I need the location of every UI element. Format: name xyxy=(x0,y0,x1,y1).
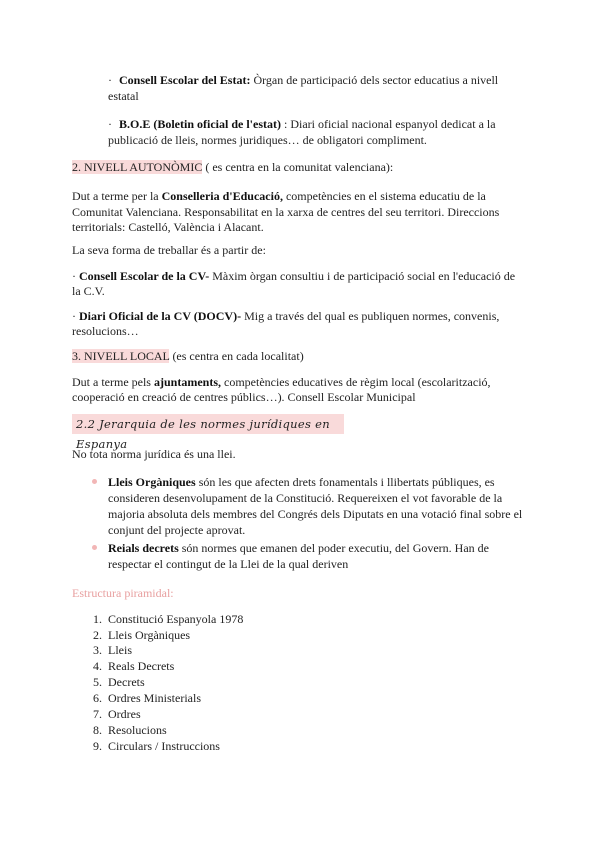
bold-text: Diari Oficial de la CV (DOCV)- xyxy=(79,309,242,323)
heading-highlight: 2. NIVELL AUTONÒMIC xyxy=(72,160,203,174)
heading-rest: (es centra en cada localitat) xyxy=(169,349,304,363)
section-title: 2.2 Jerarquia de les normes jurídiques en Espanya xyxy=(72,414,344,434)
text: són normes que emanen del poder executiu, del Govern. Han de xyxy=(178,541,489,555)
list-item: Ordres Ministerials xyxy=(108,691,201,705)
text: Dut a terme per la xyxy=(72,189,162,203)
text-line: cooperació en creació de centres públics…). Consell Escolar Municipal xyxy=(72,390,416,404)
text-line: majoria absoluta dels membres del Congrés dels Diputats en una votació final sobre el xyxy=(108,507,523,521)
text: Màxim òrgan consultiu i de participació social en l'educació de xyxy=(209,269,516,283)
local-heading xyxy=(72,348,304,364)
text: competències educatives de règim local (escolarització, xyxy=(221,375,491,389)
bullet-dot: · xyxy=(108,73,112,87)
bold-text: Reials decrets xyxy=(108,541,179,555)
text: Dut a terme pels xyxy=(72,375,154,389)
text: competències en el sistema educatiu de la xyxy=(282,189,486,203)
text-line: consideren desenvolupament de la Constitució. Requereixen el vot favorable de la xyxy=(108,491,503,505)
text-line: respectar el contingut de la Llei de la qual deriven xyxy=(108,557,349,571)
heading-highlight: 3. NIVELL LOCAL xyxy=(72,349,170,363)
autonomic-item-1 xyxy=(72,268,515,284)
autonomic-heading xyxy=(72,159,393,175)
item-text-cont: estatal xyxy=(108,89,139,103)
autonomic-item-2 xyxy=(72,308,499,324)
list-item: Constitució Espanyola 1978 xyxy=(108,612,244,626)
local-p xyxy=(72,374,491,390)
item-label: B.O.E (Boletin oficial de l'estat) xyxy=(119,117,281,131)
text-line: territorials: Castelló, València i Alacant. xyxy=(72,220,264,234)
pyramid-label: Estructura piramidal: xyxy=(72,586,174,600)
text: Mig a través del qual es publiquen normes, convenis, xyxy=(241,309,500,323)
list-number: 3. xyxy=(93,643,102,657)
paragraph: La seva forma de treballar és a partir de: xyxy=(72,243,266,257)
estat-item-2 xyxy=(108,116,496,132)
text-line: conjunt del projecte aprovat. xyxy=(108,523,246,537)
list-number: 9. xyxy=(93,739,102,753)
list-number: 1. xyxy=(93,612,102,626)
item-text-cont: publicació de lleis, normes juridiques… de obligatori compliment. xyxy=(108,133,427,147)
text-line: la C.V. xyxy=(72,284,105,298)
item-label: Consell Escolar del Estat: xyxy=(119,73,251,87)
text-line: Comunitat Valenciana. Responsabilitat en la xarxa de centres del seu territori. Direccions xyxy=(72,205,500,219)
autonomic-p1 xyxy=(72,188,486,204)
bullet-dot: · xyxy=(108,117,112,131)
list-number: 2. xyxy=(93,628,102,642)
list-item: Circulars / Instruccions xyxy=(108,739,220,753)
bullet-dot: · xyxy=(72,309,79,323)
bullet-item-2 xyxy=(108,540,489,556)
text: són les que afecten drets fonamentals i llibertats públiques, es xyxy=(195,475,495,489)
bold-text: Conselleria d'Educació, xyxy=(161,189,283,203)
text-line: resolucions… xyxy=(72,324,139,338)
list-item: Resolucions xyxy=(108,723,167,737)
bullet-dot: · xyxy=(72,269,79,283)
estat-item-1 xyxy=(108,72,498,88)
bullet-item-1 xyxy=(108,474,495,490)
heading-rest: ( es centra en la comunitat valenciana): xyxy=(202,160,394,174)
list-number: 5. xyxy=(93,675,102,689)
bold-text: ajuntaments, xyxy=(153,375,221,389)
bullet-icon xyxy=(92,545,97,550)
list-number: 8. xyxy=(93,723,102,737)
bold-text: Lleis Orgàniques xyxy=(108,475,196,489)
item-text: : Diari oficial nacional espanyol dedicat a la xyxy=(280,117,496,131)
list-item: Reals Decrets xyxy=(108,659,175,673)
list-number: 6. xyxy=(93,691,102,705)
item-text: Òrgan de participació dels sector educatius a nivell xyxy=(250,73,499,87)
bold-text: Consell Escolar de la CV- xyxy=(79,269,210,283)
list-item: Lleis xyxy=(108,643,132,657)
list-item: Ordres xyxy=(108,707,141,721)
list-number: 4. xyxy=(93,659,102,673)
paragraph: No tota norma jurídica és una llei. xyxy=(72,447,236,461)
list-item: Decrets xyxy=(108,675,145,689)
list-item: Lleis Orgàniques xyxy=(108,628,191,642)
bullet-icon xyxy=(92,479,97,484)
list-number: 7. xyxy=(93,707,102,721)
